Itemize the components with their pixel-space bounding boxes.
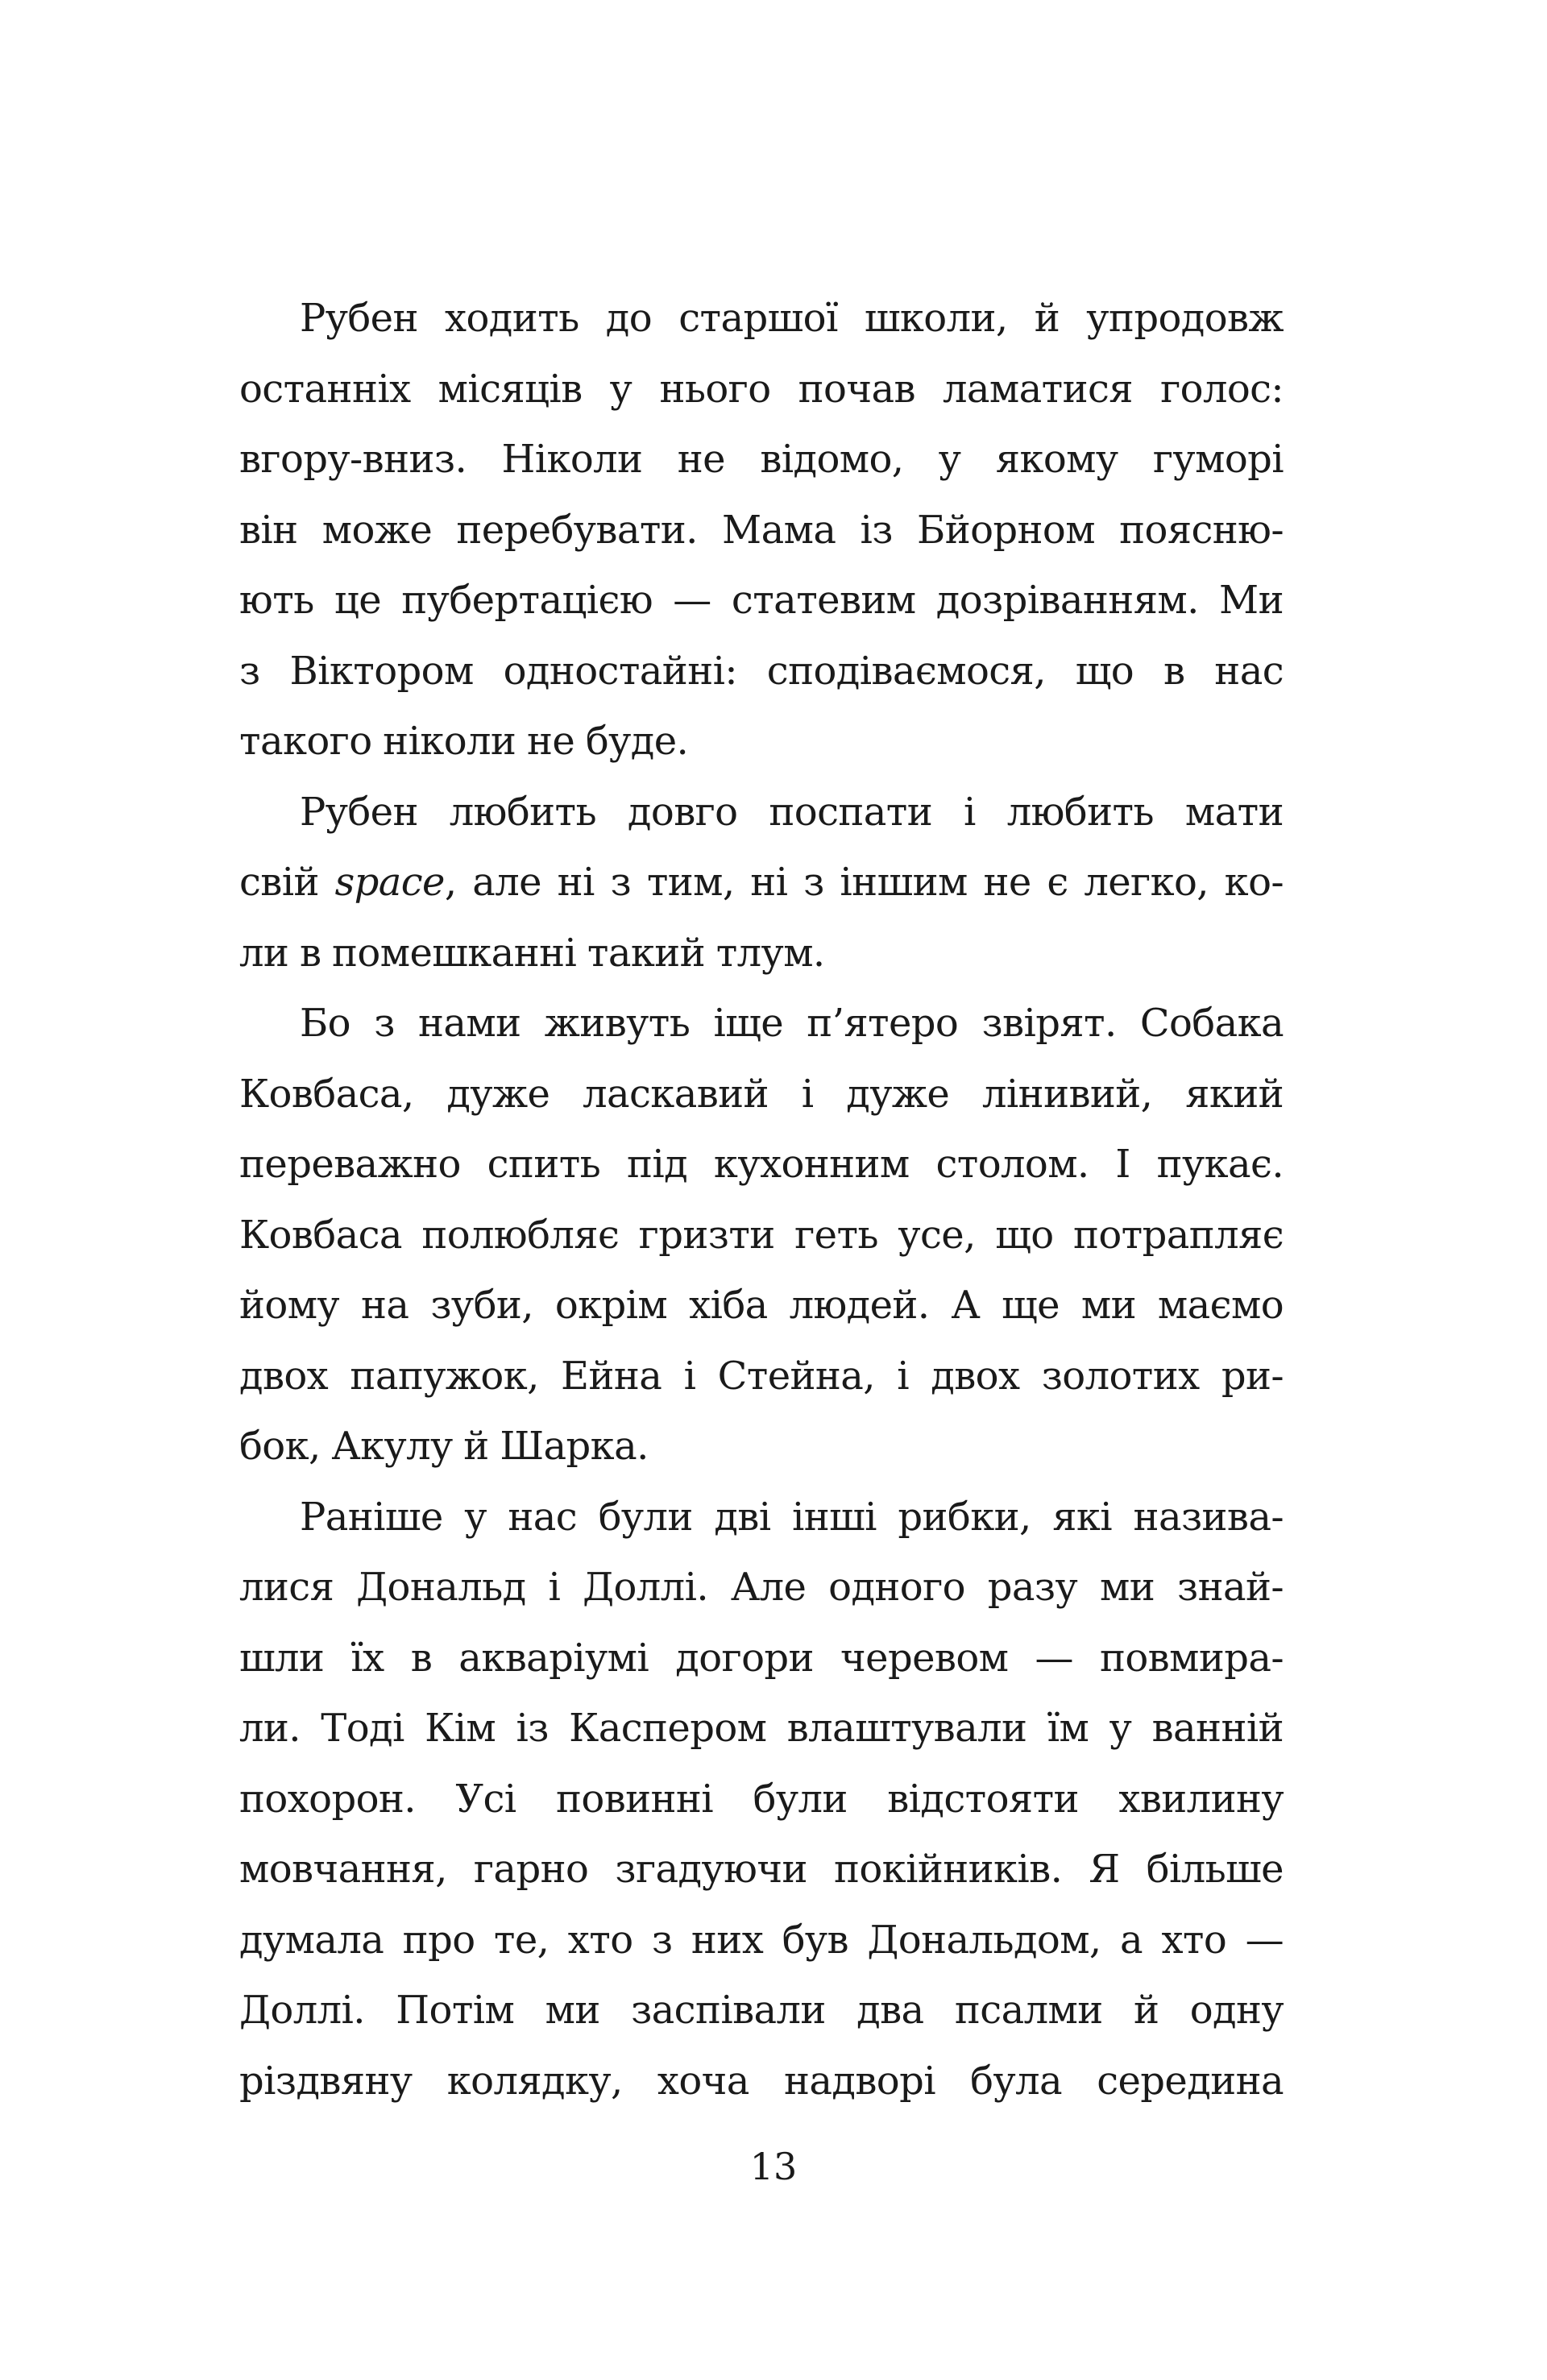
- text-line: похорон. Усі повинні були відстояти хвилину: [239, 1776, 1284, 1822]
- text-line: він може перебувати. Мама із Бйорном поясню-: [239, 507, 1284, 553]
- text-line: шли їх в акваріумі догори черевом — повмира-: [239, 1635, 1284, 1681]
- text-line: ли в помешканні такий тлум.: [239, 930, 825, 976]
- text-line: двох папужок, Ейна і Стейна, і двох золотих ри-: [239, 1353, 1284, 1399]
- text-line: такого ніколи не буде.: [239, 719, 689, 764]
- italic-word-space: space: [334, 860, 445, 905]
- text-fragment: , але ні з тим, ні з іншим не є легко, ко-: [444, 860, 1284, 905]
- text-line: лися Дональд і Доллі. Але одного разу ми знай-: [239, 1565, 1284, 1610]
- text-line: мовчання, гарно згадуючи покійників. Я більше: [239, 1847, 1284, 1892]
- text-line: різдвяну колядку, хоча надворі була середина: [239, 2058, 1284, 2104]
- text-line: йому на зуби, окрім хіба людей. А ще ми маємо: [239, 1283, 1284, 1328]
- text-line: Доллі. Потім ми заспівали два псалми й одну: [239, 1988, 1284, 2033]
- paragraph-3: [239, 989, 1284, 1482]
- text-line: Бо з нами живуть іще п’ятеро звірят. Собака: [300, 1001, 1284, 1046]
- text-line: Рубен любить довго поспати і любить мати: [300, 789, 1284, 835]
- text-fragment: свій: [239, 860, 319, 905]
- text-line: вгору-вниз. Ніколи не відомо, у якому гуморі: [239, 437, 1284, 482]
- text-line: ють це пубертацією — статевим дозріванням. Ми: [239, 578, 1284, 623]
- text-line: думала про те, хто з них був Дональдом, а хто —: [239, 1917, 1284, 1963]
- text-line: Ковбаса полюбляє гризти геть усе, що потрапляє: [239, 1212, 1284, 1258]
- text-line: ли. Тоді Кім із Каспером влаштували їм у ванній: [239, 1706, 1284, 1751]
- text-line: з Віктором одностайні: сподіваємося, що в нас: [239, 648, 1284, 694]
- text-line: Раніше у нас були дві інші рибки, які назива-: [300, 1494, 1284, 1540]
- paragraph-4: [239, 1482, 1284, 2117]
- paragraph-1: [239, 284, 1284, 777]
- text-line: [239, 848, 1284, 918]
- book-page-text: [239, 284, 1284, 2117]
- text-line: Ковбаса, дуже ласкавий і дуже лінивий, який: [239, 1071, 1284, 1117]
- text-line: бок, Акулу й Шарка.: [239, 1424, 649, 1469]
- text-line: переважно спить під кухонним столом. І пукає.: [239, 1142, 1284, 1187]
- text-line: Рубен ходить до старшої школи, й упродовж: [300, 296, 1284, 341]
- text-line: останніх місяців у нього почав ламатися голос:: [239, 366, 1284, 412]
- paragraph-2: [239, 777, 1284, 989]
- page-number: 13: [749, 2145, 798, 2188]
